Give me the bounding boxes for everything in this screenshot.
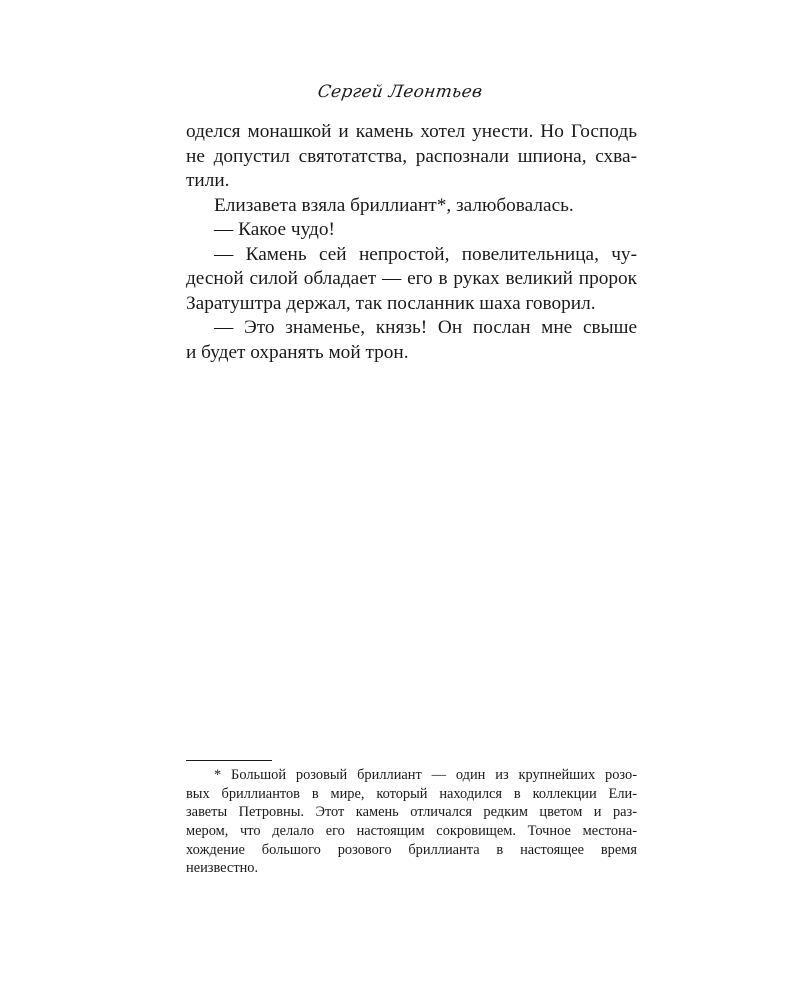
footnote xyxy=(186,766,637,878)
body-line: десной силой обладает — его в руках великий пророк xyxy=(186,268,637,289)
running-head: Сергей Леонтьев xyxy=(316,82,484,102)
body-line: — Это знаменье, князь! Он послан мне свыше xyxy=(214,317,637,338)
footnote-line: вых бриллиантов в мире, который находился в коллекции Ели- xyxy=(186,785,637,802)
body-line: и будет охранять мой трон. xyxy=(186,341,409,363)
body-line: тили. xyxy=(186,170,230,191)
body-line: оделся монашкой и камень хотел унести. Но Господь xyxy=(186,121,637,142)
body-line: — Какое чудо! xyxy=(214,219,335,240)
body-line: не допустил святотатства, распознали шпиона, схва- xyxy=(186,145,637,167)
footnote-line: мером, что делало его настоящим сокровищем. Точное местона- xyxy=(186,823,637,840)
footnote-line: хождение большого розового бриллианта в настоящее время xyxy=(186,841,637,858)
footnote-line: * Большой розовый бриллиант — один из крупнейших розо- xyxy=(214,767,637,783)
footnote-line: неизвестно. xyxy=(186,860,259,877)
footnote-line: заветы Петровны. Этот камень отличался редким цветом и раз- xyxy=(186,804,637,821)
body-line: Заратуштра держал, так посланник шаха говорил. xyxy=(186,292,596,314)
body-line: Елизавета взяла бриллиант*, залюбовалась. xyxy=(214,194,574,216)
footnote-divider xyxy=(186,760,272,761)
body-text xyxy=(186,120,637,365)
body-line: — Камень сей непростой, повелительница, чу- xyxy=(214,243,637,265)
